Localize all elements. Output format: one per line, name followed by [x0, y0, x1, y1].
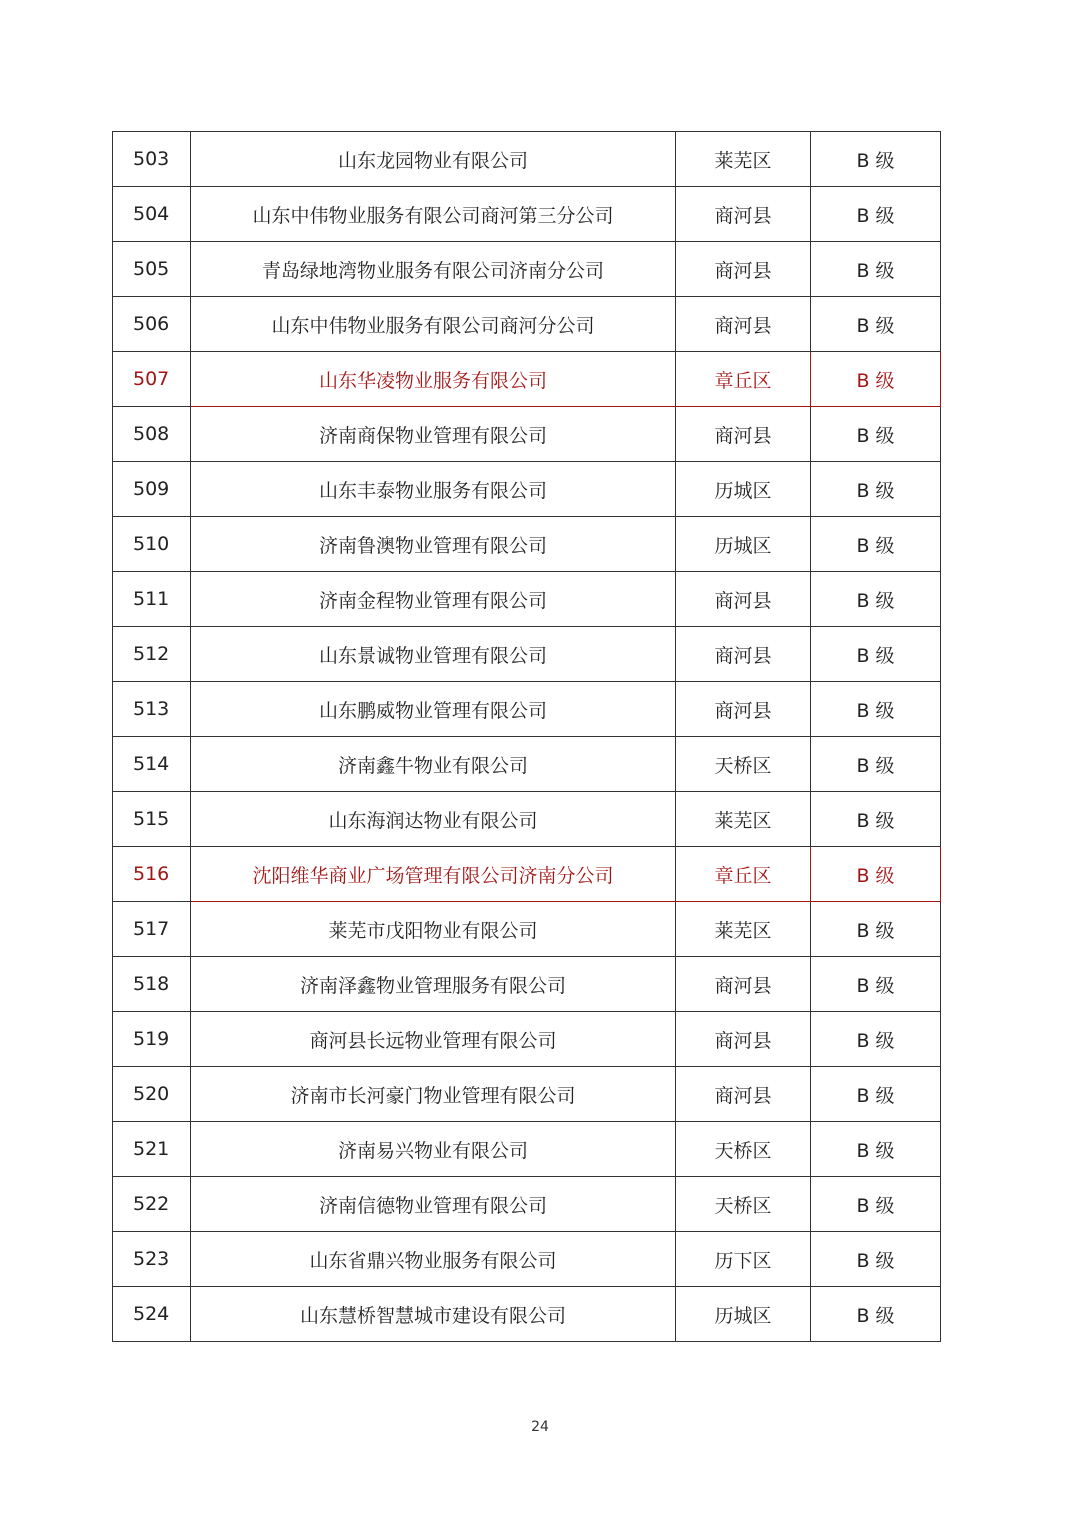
row-number: 506	[113, 297, 191, 352]
district: 商河县	[676, 187, 811, 242]
grade: B 级	[811, 1177, 941, 1232]
company-name: 济南鑫牛物业有限公司	[191, 737, 676, 792]
row-number: 507	[113, 352, 191, 407]
company-name: 山东慧桥智慧城市建设有限公司	[191, 1287, 676, 1342]
table-row	[113, 407, 941, 462]
table-row	[113, 847, 941, 902]
company-name: 青岛绿地湾物业服务有限公司济南分公司	[191, 242, 676, 297]
district: 天桥区	[676, 737, 811, 792]
table-row	[113, 352, 941, 407]
company-name: 沈阳维华商业广场管理有限公司济南分公司	[191, 847, 676, 902]
property-rating-table	[112, 131, 941, 1342]
grade: B 级	[811, 737, 941, 792]
district: 历城区	[676, 517, 811, 572]
row-number: 509	[113, 462, 191, 517]
grade: B 级	[811, 902, 941, 957]
grade: B 级	[811, 1067, 941, 1122]
grade: B 级	[811, 572, 941, 627]
table-row	[113, 1287, 941, 1342]
row-number: 522	[113, 1177, 191, 1232]
grade: B 级	[811, 132, 941, 187]
table-row	[113, 242, 941, 297]
district: 商河县	[676, 1067, 811, 1122]
company-name: 山东省鼎兴物业服务有限公司	[191, 1232, 676, 1287]
row-number: 505	[113, 242, 191, 297]
company-name: 商河县长远物业管理有限公司	[191, 1012, 676, 1067]
table-row	[113, 132, 941, 187]
district: 历城区	[676, 1287, 811, 1342]
district: 天桥区	[676, 1122, 811, 1177]
district: 商河县	[676, 1012, 811, 1067]
table-row	[113, 297, 941, 352]
district: 历城区	[676, 462, 811, 517]
row-number: 513	[113, 682, 191, 737]
grade: B 级	[811, 682, 941, 737]
company-name: 山东海润达物业有限公司	[191, 792, 676, 847]
company-name: 济南金程物业管理有限公司	[191, 572, 676, 627]
company-name: 山东丰泰物业服务有限公司	[191, 462, 676, 517]
grade: B 级	[811, 627, 941, 682]
grade: B 级	[811, 187, 941, 242]
table-row	[113, 1177, 941, 1232]
row-number: 511	[113, 572, 191, 627]
row-number: 521	[113, 1122, 191, 1177]
company-name: 山东中伟物业服务有限公司商河分公司	[191, 297, 676, 352]
row-number: 518	[113, 957, 191, 1012]
grade: B 级	[811, 297, 941, 352]
row-number: 517	[113, 902, 191, 957]
company-name: 山东景诚物业管理有限公司	[191, 627, 676, 682]
grade: B 级	[811, 1122, 941, 1177]
grade: B 级	[811, 462, 941, 517]
company-name: 莱芜市戊阳物业有限公司	[191, 902, 676, 957]
district: 莱芜区	[676, 792, 811, 847]
grade: B 级	[811, 1287, 941, 1342]
district: 商河县	[676, 572, 811, 627]
table-row	[113, 627, 941, 682]
table-row	[113, 1122, 941, 1177]
row-number: 514	[113, 737, 191, 792]
row-number: 510	[113, 517, 191, 572]
company-name: 济南鲁澳物业管理有限公司	[191, 517, 676, 572]
company-name: 山东中伟物业服务有限公司商河第三分公司	[191, 187, 676, 242]
district: 商河县	[676, 682, 811, 737]
table-row	[113, 462, 941, 517]
grade: B 级	[811, 517, 941, 572]
district: 商河县	[676, 297, 811, 352]
row-number: 515	[113, 792, 191, 847]
row-number: 504	[113, 187, 191, 242]
company-name: 山东华凌物业服务有限公司	[191, 352, 676, 407]
row-number: 519	[113, 1012, 191, 1067]
table-row	[113, 957, 941, 1012]
table-row	[113, 572, 941, 627]
table-row	[113, 902, 941, 957]
table-row	[113, 517, 941, 572]
company-name: 山东鹏威物业管理有限公司	[191, 682, 676, 737]
grade: B 级	[811, 847, 941, 902]
district: 商河县	[676, 242, 811, 297]
company-name: 济南易兴物业有限公司	[191, 1122, 676, 1177]
district: 商河县	[676, 957, 811, 1012]
district: 历下区	[676, 1232, 811, 1287]
row-number: 503	[113, 132, 191, 187]
table-row	[113, 187, 941, 242]
row-number: 516	[113, 847, 191, 902]
table-row	[113, 682, 941, 737]
district: 莱芜区	[676, 902, 811, 957]
company-name: 济南信德物业管理有限公司	[191, 1177, 676, 1232]
row-number: 520	[113, 1067, 191, 1122]
grade: B 级	[811, 957, 941, 1012]
district: 莱芜区	[676, 132, 811, 187]
page-number: 24	[531, 1419, 549, 1435]
district: 章丘区	[676, 847, 811, 902]
grade: B 级	[811, 242, 941, 297]
grade: B 级	[811, 792, 941, 847]
grade: B 级	[811, 352, 941, 407]
table-row	[113, 737, 941, 792]
table-row	[113, 792, 941, 847]
table-row	[113, 1067, 941, 1122]
district: 商河县	[676, 407, 811, 462]
row-number: 523	[113, 1232, 191, 1287]
row-number: 512	[113, 627, 191, 682]
company-name: 济南商保物业管理有限公司	[191, 407, 676, 462]
grade: B 级	[811, 1012, 941, 1067]
company-name: 济南泽鑫物业管理服务有限公司	[191, 957, 676, 1012]
table-row	[113, 1232, 941, 1287]
row-number: 508	[113, 407, 191, 462]
company-name: 山东龙园物业有限公司	[191, 132, 676, 187]
row-number: 524	[113, 1287, 191, 1342]
district: 天桥区	[676, 1177, 811, 1232]
table-body	[113, 132, 941, 1342]
grade: B 级	[811, 1232, 941, 1287]
table-row	[113, 1012, 941, 1067]
district: 商河县	[676, 627, 811, 682]
district: 章丘区	[676, 352, 811, 407]
grade: B 级	[811, 407, 941, 462]
company-name: 济南市长河豪门物业管理有限公司	[191, 1067, 676, 1122]
